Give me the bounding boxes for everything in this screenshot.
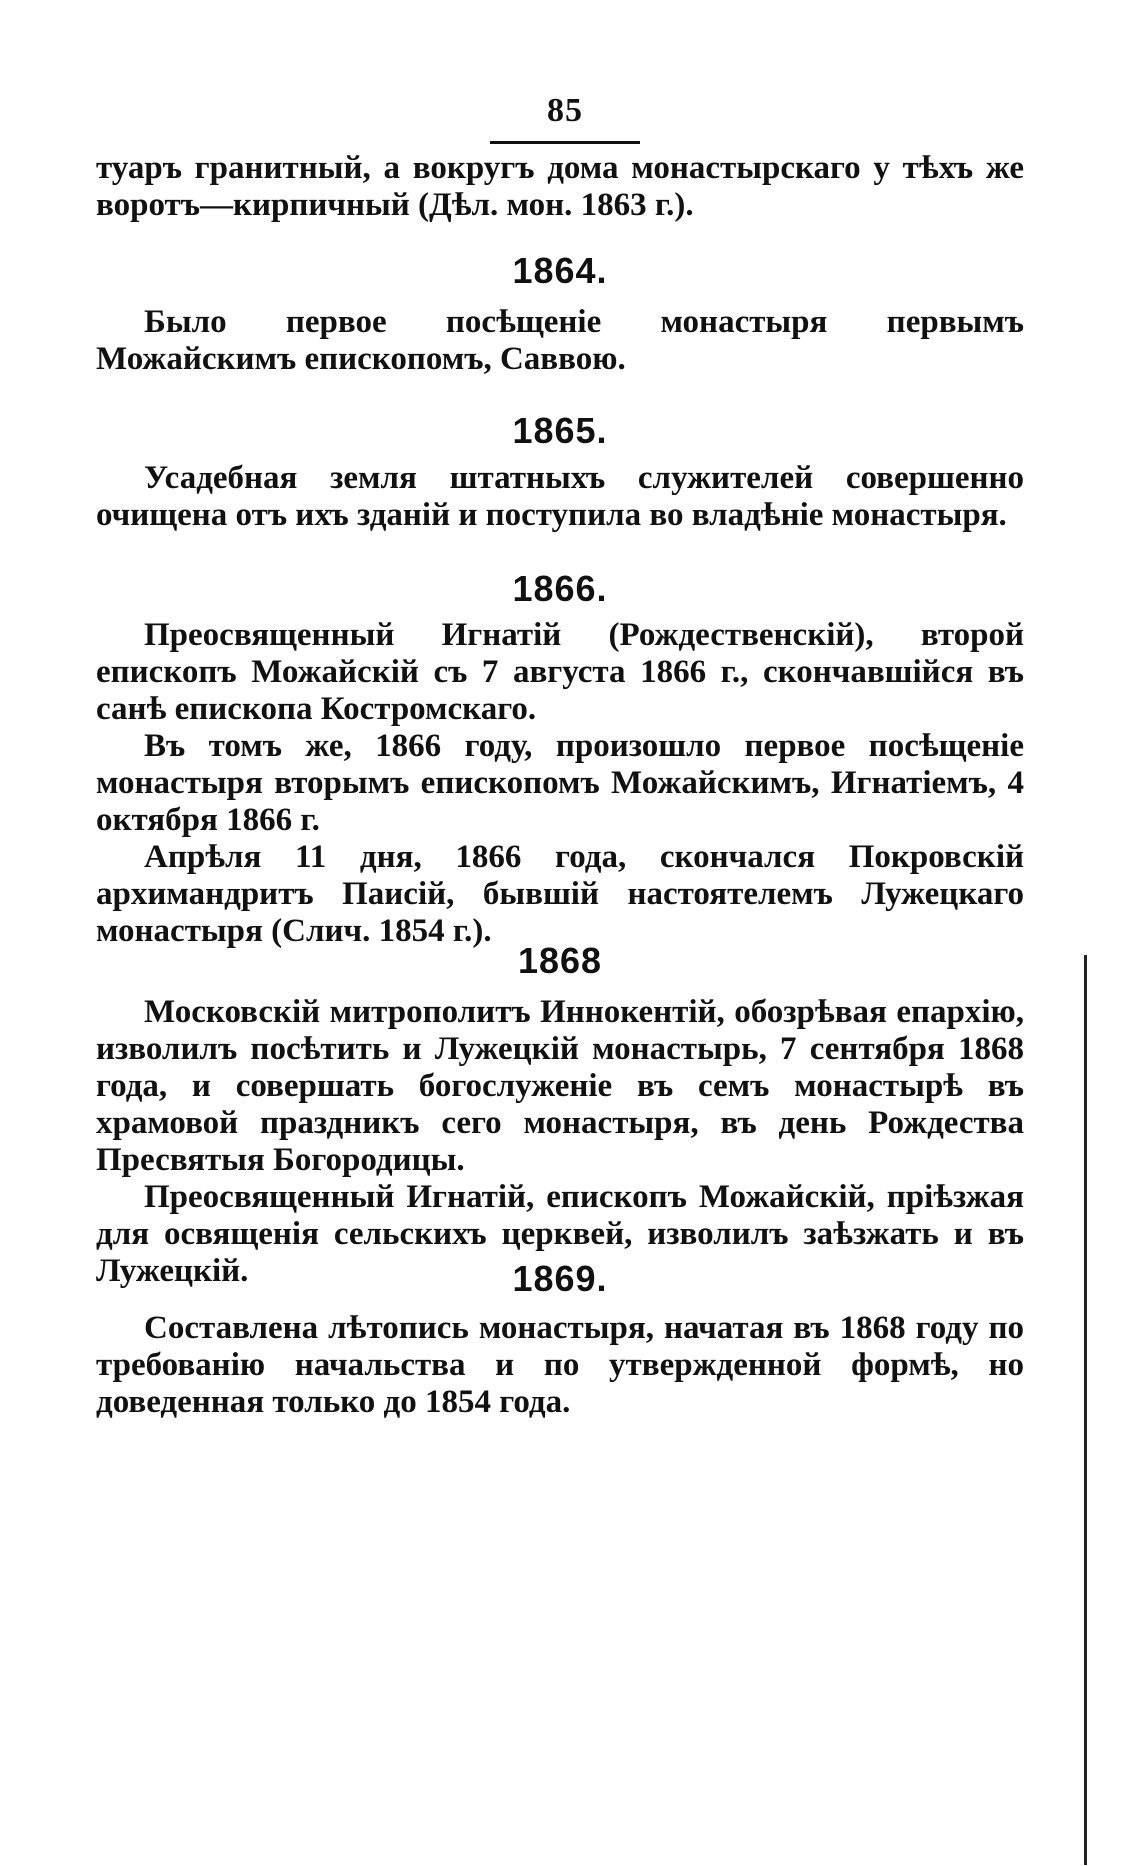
intro-paragraph [96, 150, 1024, 224]
year-heading-1868: 1868 [517, 940, 603, 981]
year-heading-1864: 1864. [512, 250, 608, 291]
page-number: 85 [547, 92, 583, 129]
section-1865 [96, 460, 1024, 534]
year-heading-1865: 1865. [512, 410, 608, 451]
section-1868 [96, 994, 1024, 1290]
intro-text: туаръ гранитный, а вокругъ дома монастырскаго у тѣхъ же воротъ—кирпичный (Дѣл. мон. 1863 г.). [96, 150, 1024, 223]
paragraph: Преосвященный Игнатій (Рождественскій), второй епископъ Можайскій съ 7 августа 1866 г., скончавшійся въ санѣ епископа Костромскаго. [96, 617, 1024, 727]
paragraph: Усадебная земля штатныхъ служителей совершенно очищена отъ ихъ зданій и поступила во владѣніе монастыря. [96, 460, 1024, 533]
paragraph: Въ томъ же, 1866 году, произошло первое посѣщеніе монастыря вторымъ епископомъ Можайскимъ, Игнатіемъ, 4 октября 1866 г. [96, 728, 1024, 838]
paragraph: Преосвященный Игнатій, епископъ Можайскій, пріѣзжая для освященія сельскихъ церквей, изволилъ заѣзжать и въ Лужецкій. [96, 1179, 1024, 1289]
paragraph: Московскій митрополитъ Иннокентій, обозрѣвая епархію, изволилъ посѣтить и Лужецкій монастырь, 7 сентября 1868 года, и совершать богослуженіе въ семъ монастырѣ въ храмовой праздникъ сего монастыря, въ день Рождества Пресвятыя Богородицы. [96, 994, 1024, 1178]
paragraph: Апрѣля 11 дня, 1866 года, скончался Покровскій архимандритъ Паисій, бывшій настоятелемъ Лужецкаго монастыря (Слич. 1854 г.). [96, 839, 1024, 949]
section-1864 [96, 304, 1024, 378]
year-heading-1869: 1869. [512, 1258, 608, 1299]
year-heading-1866: 1866. [512, 568, 608, 609]
paragraph: Составлена лѣтопись монастыря, начатая въ 1868 году по требованію начальства и по утвержденной формѣ, но доведенная только до 1854 года. [96, 1310, 1024, 1420]
paragraph: Было первое посѣщеніе монастыря первымъ Можайскимъ епископомъ, Саввою. [96, 304, 1024, 377]
scan-edge-line [1084, 955, 1087, 1865]
page-number-rule [490, 141, 640, 144]
section-1866 [96, 617, 1024, 950]
section-1869 [96, 1310, 1024, 1421]
